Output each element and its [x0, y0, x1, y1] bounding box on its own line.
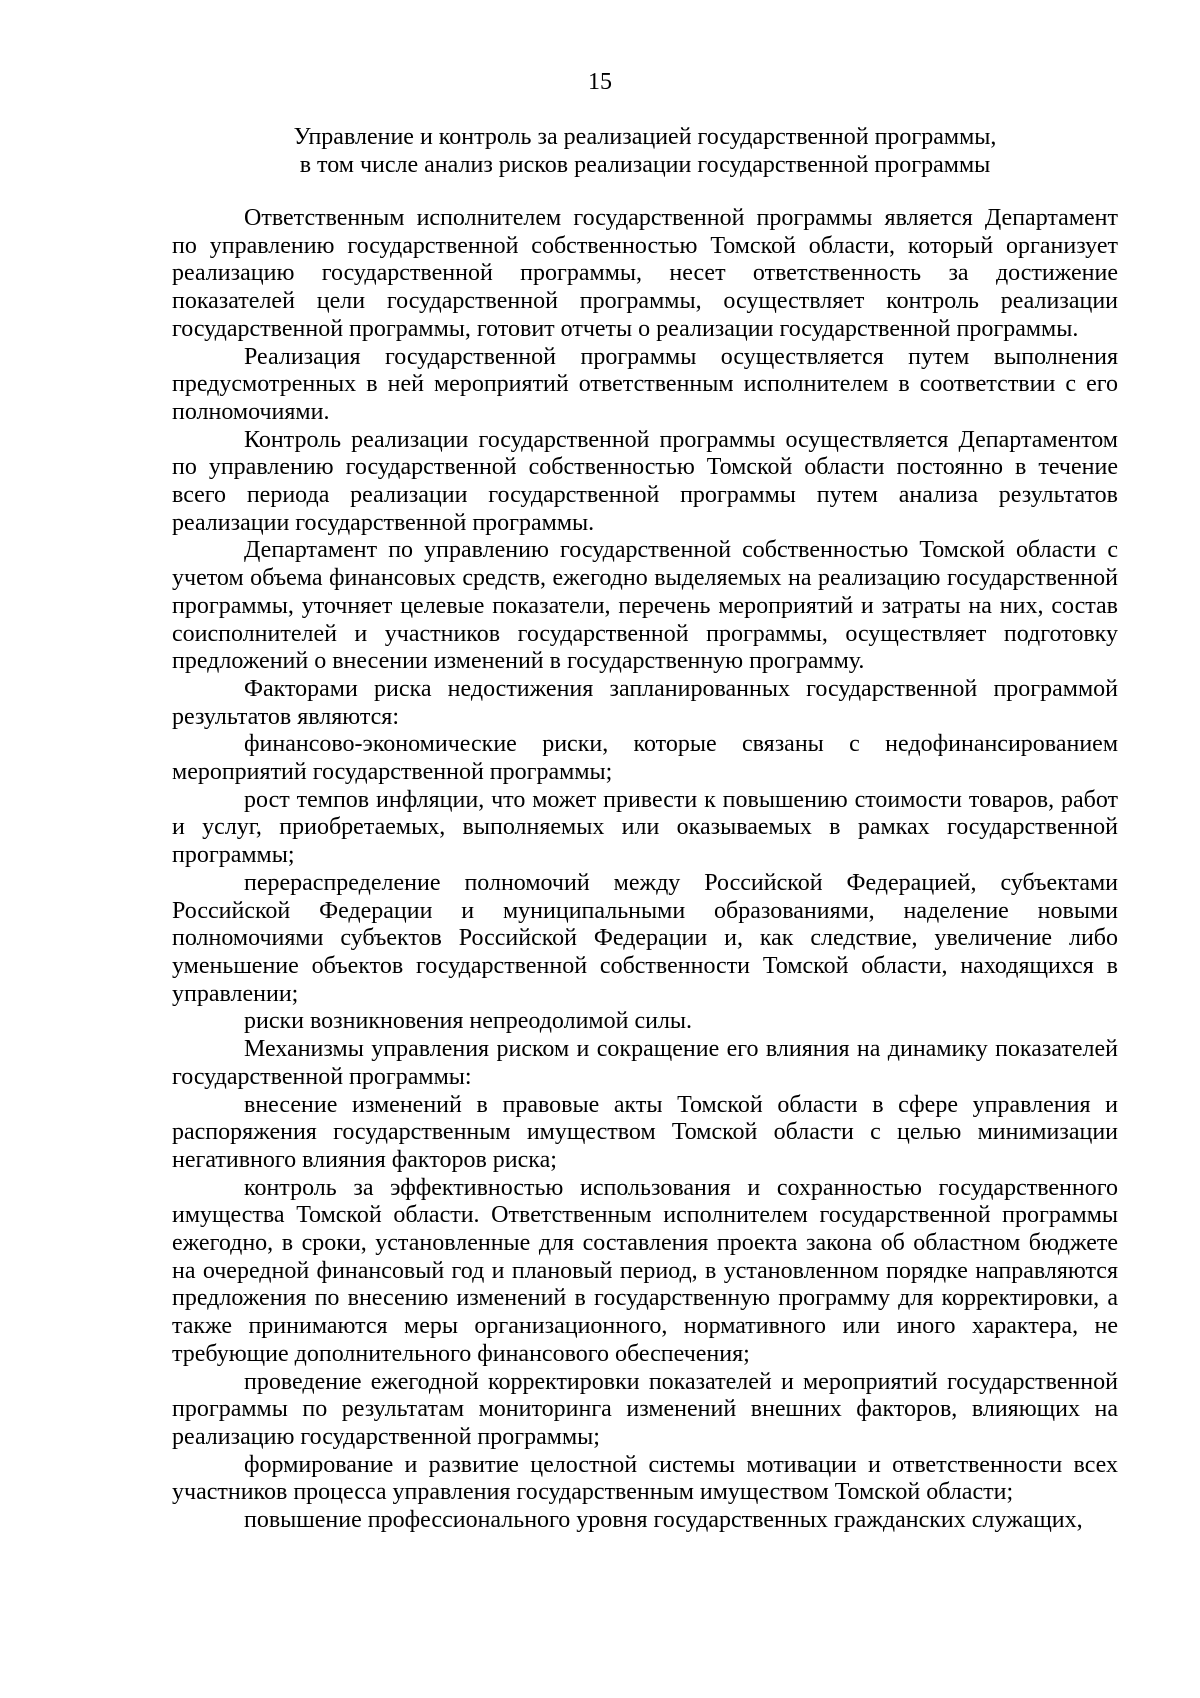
list-item: повышение профессионального уровня государственных гражданских служащих, — [244, 1507, 1083, 1534]
paragraph: Механизмы управления риском и сокращение его влияния на динамику показателей государственной программы: — [172, 1036, 1118, 1090]
list-item: перераспределение полномочий между Российской Федерацией, субъектами Российской Федерации и муниципальными образованиями, наделение новыми полномочиями субъектов Российской Федерации и, как следствие, увеличение либо уменьшение объектов государственной собственности Томской области, находящихся в управлении; — [172, 869, 1118, 1007]
section-heading — [172, 123, 1118, 179]
list-item: формирование и развитие целостной системы мотивации и ответственности всех участников процесса управления государственным имуществом Томской области; — [172, 1451, 1118, 1506]
body-text — [172, 205, 1118, 1535]
list-item: рост темпов инфляции, что может привести к повышению стоимости товаров, работ и услуг, приобретаемых, выполняемых или оказываемых в рамках государственной программы; — [172, 786, 1118, 869]
list-item: риски возникновения непреодолимой силы. — [244, 1008, 693, 1035]
paragraph: Ответственным исполнителем государственной программы является Департамент по управлению государственной собственностью Томской области, который организует реализацию государственной программы, несет ответственность за достижение показателей цели государственной программы, осуществляет контроль реализации государственной программы, готовит отчеты о реализации государственной программы. — [172, 205, 1118, 342]
paragraph: Факторами риска недостижения запланированных государственной программой результатов являются: — [172, 675, 1118, 730]
list-item: финансово-экономические риски, которые связаны с недофинансированием мероприятий государственной программы; — [172, 731, 1118, 786]
heading-line-1: Управление и контроль за реализацией государственной программы, — [293, 124, 997, 150]
paragraph: Реализация государственной программы осуществляется путем выполнения предусмотренных в ней мероприятий ответственным исполнителем в соответствии с его полномочиями. — [172, 343, 1118, 425]
list-item: проведение ежегодной корректировки показателей и мероприятий государственной программы по результатам мониторинга изменений внешних факторов, влияющих на реализацию государственной программы; — [172, 1368, 1118, 1450]
page-number: 15 — [588, 69, 612, 95]
heading-line-2: в том числе анализ рисков реализации государственной программы — [299, 152, 991, 178]
paragraph: Департамент по управлению государственной собственностью Томской области с учетом объема финансовых средств, ежегодно выделяемых на реализацию государственной программы, уточняет целевые показатели, перечень мероприятий и затраты на них, состав соисполнителей и участников государственной программы, осуществляет подготовку предложений о внесении изменений в государственную программу. — [172, 537, 1118, 675]
list-item: контроль за эффективностью использования и сохранностью государственного имущества Томской области. Ответственным исполнителем государственной программы ежегодно, в сроки, установленные для составления проекта закона об областном бюджете на очередной финансовый год и плановый период, в установленном порядке направляются предложения по внесению изменений в государственную программу для корректировки, а также принимаются меры организационного, нормативного или иного характера, не требующие дополнительного финансового обеспечения; — [172, 1174, 1118, 1367]
list-item: внесение изменений в правовые акты Томской области в сфере управления и распоряжения государственным имуществом Томской области с целью минимизации негативного влияния факторов риска; — [172, 1091, 1118, 1173]
paragraph: Контроль реализации государственной программы осуществляется Департаментом по управлению государственной собственностью Томской области постоянно в течение всего периода реализации государственной программы путем анализа результатов реализации государственной программы. — [172, 426, 1118, 536]
